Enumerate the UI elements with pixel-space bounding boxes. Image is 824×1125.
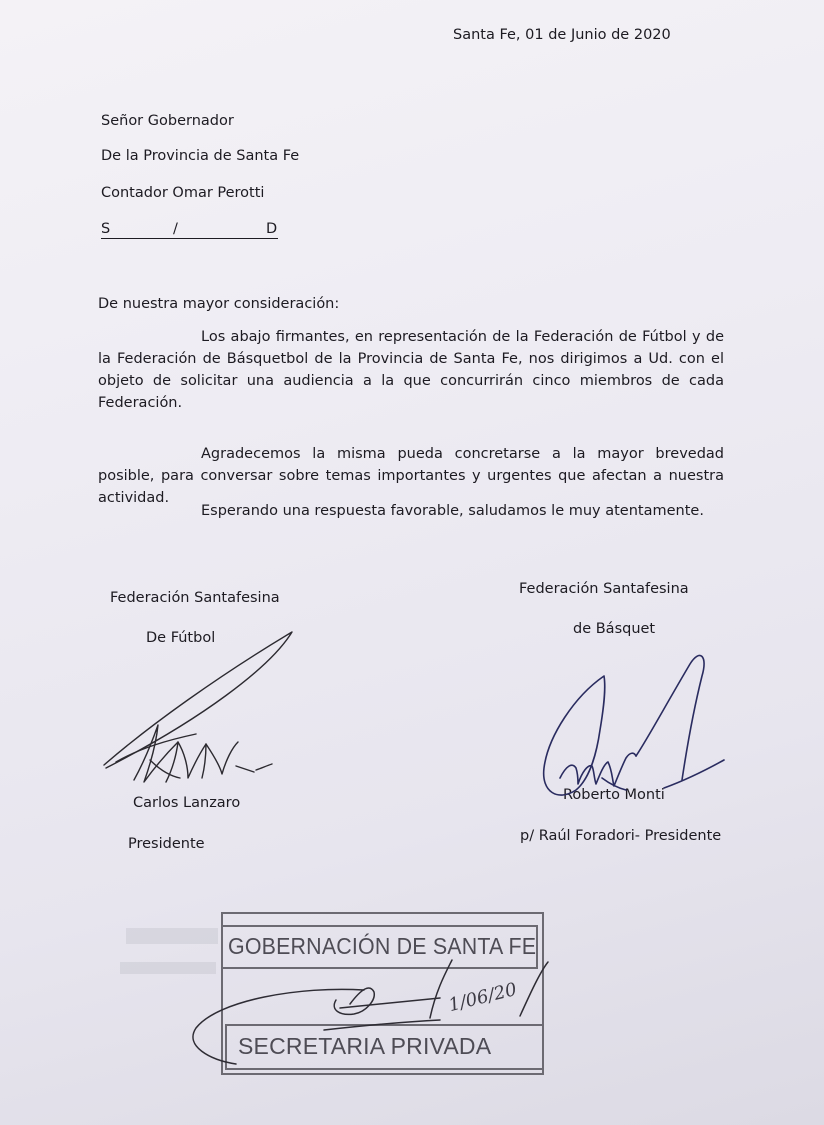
- left-signature-image: [104, 632, 292, 782]
- stamp-bottom-text: SECRETARIA PRIVADA: [238, 1033, 492, 1059]
- left-signatory-role: Presidente: [128, 836, 205, 852]
- body-paragraph-2: Agradecemos la misma pueda concretarse a la mayor brevedad posible, para conversar sobre temas importantes y urgentes que afectan a nuestra actividad.: [98, 446, 724, 506]
- recipient-line-1: Señor Gobernador: [101, 113, 234, 129]
- stamp-top-text: GOBERNACIÓN DE SANTA FE: [228, 933, 537, 959]
- right-org-line-1: Federación Santafesina: [519, 581, 689, 597]
- left-org-line-2: De Fútbol: [146, 630, 216, 646]
- sd-right: D: [266, 221, 278, 237]
- left-signatory-name: Carlos Lanzaro: [133, 795, 241, 811]
- salutation: De nuestra mayor consideración:: [98, 296, 340, 312]
- right-signatory-name: Roberto Monti: [563, 787, 665, 803]
- recipient-line-3: Contador Omar Perotti: [101, 185, 265, 201]
- date-line: Santa Fe, 01 de Junio de 2020: [453, 27, 671, 43]
- body-paragraph-3: Esperando una respuesta favorable, saludamos le muy atentamente.: [201, 503, 704, 519]
- body-paragraph-1: Los abajo firmantes, en representación de la Federación de Fútbol y de la Federación de Básquetbol de la Provincia de Santa Fe, nos dirigimos a Ud. con el objeto de solicitar una audiencia a la que concurrirán cinco miembros de cada Federación.: [98, 329, 724, 411]
- stamp-handwritten-date: 1/06/20: [446, 978, 519, 1017]
- ghost-mark: [120, 962, 216, 974]
- left-org-line-1: Federación Santafesina: [110, 590, 280, 606]
- right-signature-image: [544, 655, 724, 795]
- sd-mid: /: [173, 221, 178, 237]
- right-signatory-role: p/ Raúl Foradori- Presidente: [520, 828, 722, 844]
- ghost-mark: [126, 928, 218, 944]
- recipient-line-2: De la Provincia de Santa Fe: [101, 148, 300, 164]
- sd-left: S: [101, 221, 111, 237]
- sd-underline: [101, 238, 278, 239]
- right-org-line-2: de Básquet: [573, 621, 656, 637]
